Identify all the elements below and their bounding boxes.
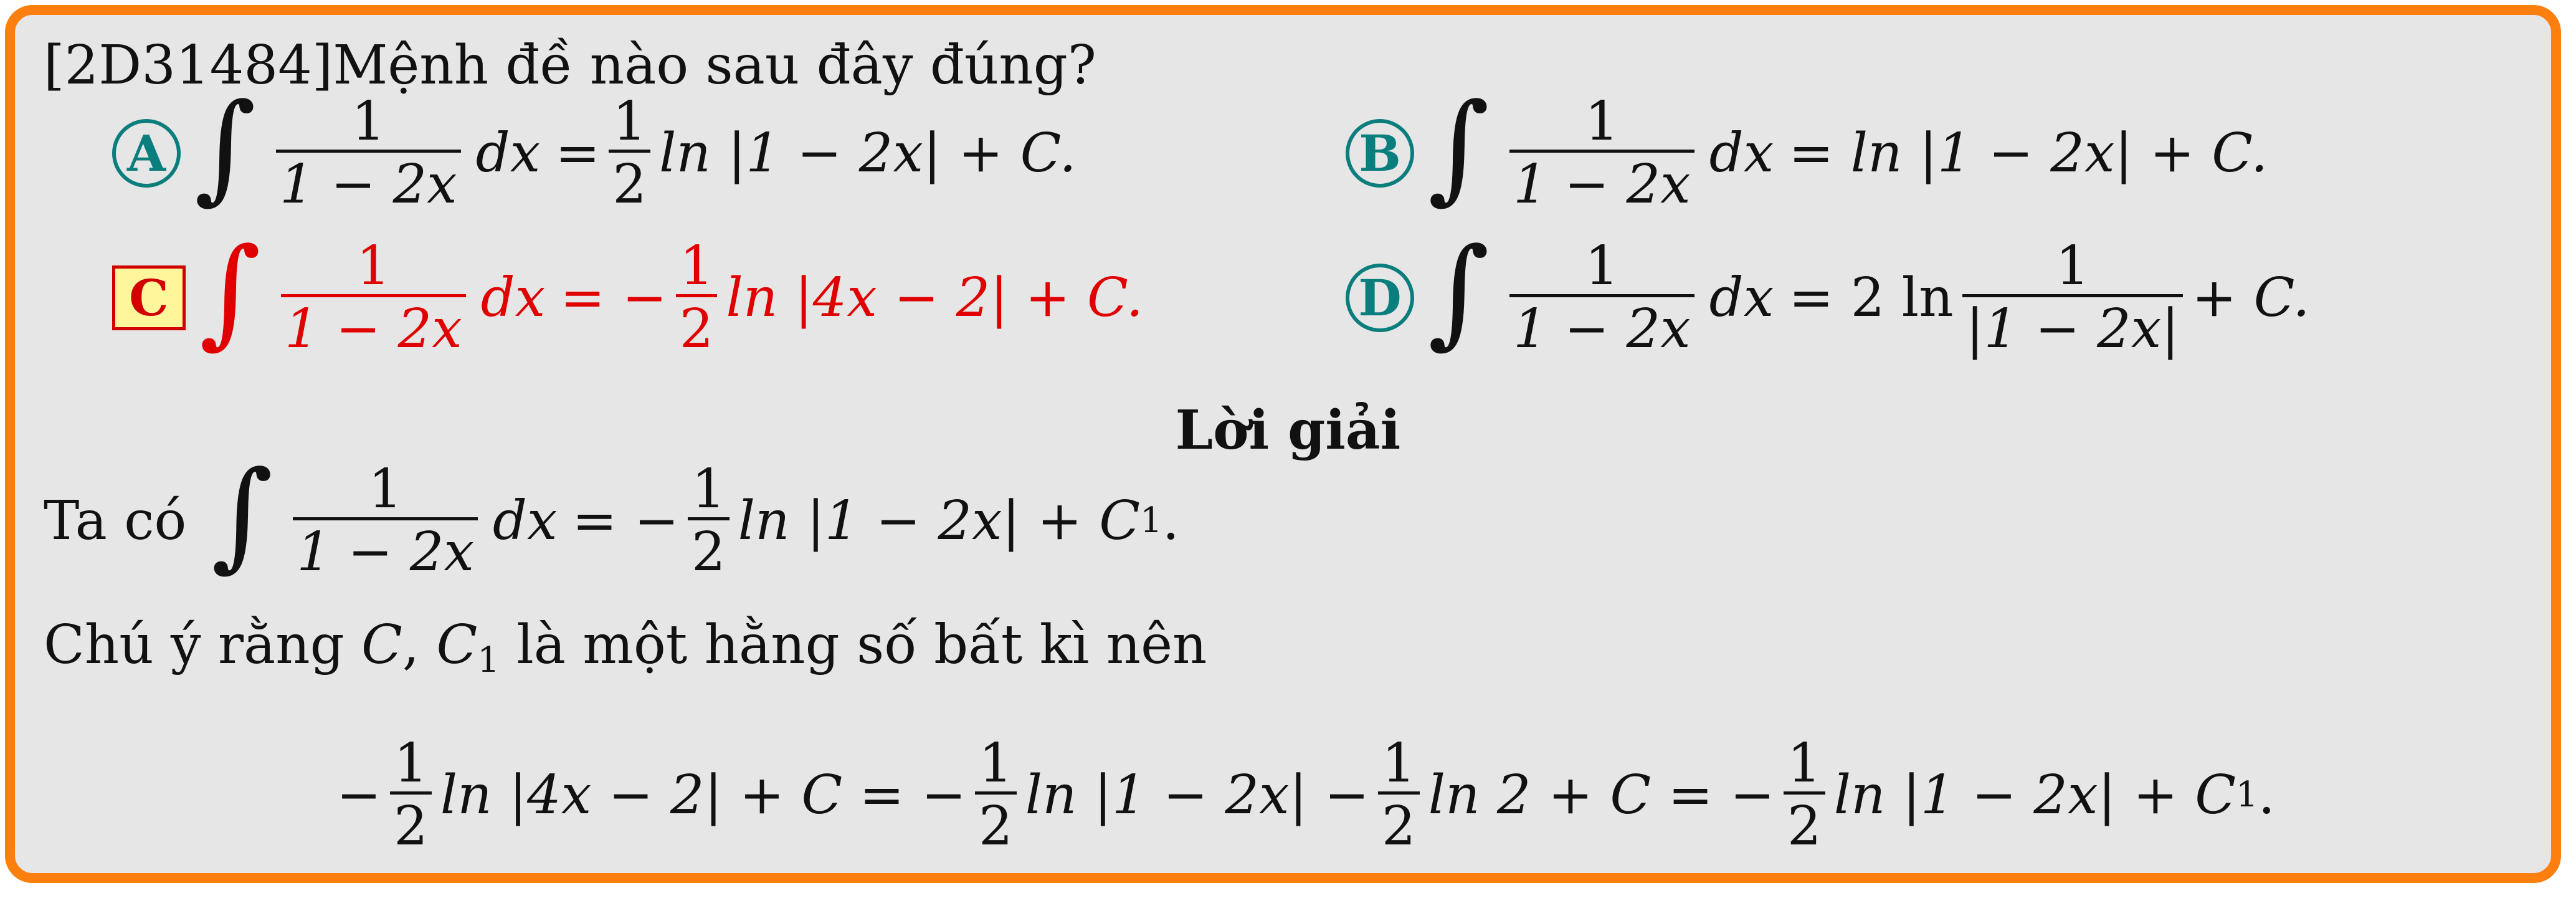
option-c-rhs: ln |4x − 2| + C. — [726, 266, 1144, 329]
option-b-rhs: = ln |1 − 2x| + C. — [1789, 122, 2268, 184]
option-a-badge[interactable]: A — [112, 119, 181, 188]
integral-icon: ∫ — [199, 222, 261, 360]
integrand-fraction: $\frac{1}{1 - 2x}$ — [276, 93, 461, 213]
option-c[interactable] — [112, 222, 1144, 361]
coefficient-fraction: $\frac{1}{2}$ — [609, 93, 650, 213]
question-id: [2D31484] — [44, 34, 333, 97]
option-c-badge[interactable]: C — [112, 265, 186, 330]
differential: dx — [1709, 266, 1774, 329]
equals: = — [555, 122, 601, 184]
differential: dx — [492, 489, 558, 552]
period: . — [1162, 489, 1180, 552]
option-b[interactable] — [1346, 77, 2268, 216]
question-text: Mệnh đề nào sau đây đúng? — [333, 34, 1096, 97]
differential: dx — [475, 122, 541, 184]
fraction-2: $\frac{1}{2}$ — [975, 735, 1017, 855]
solution-rhs: ln |1 − 2x| + C — [738, 489, 1141, 552]
integral-icon: ∫ — [211, 445, 273, 583]
equals-minus: = − — [572, 489, 679, 552]
solution-line-1 — [44, 445, 1180, 584]
integral-icon: ∫ — [194, 77, 256, 216]
final-equation: − $\frac{1}{2}$ ln |4x − 2| + C = − $\frac{1}{2}$ ln |1 − 2x| − $\frac{1}{2}$ ln 2 + C = − $\frac{1}{2}$ ln |1 − 2x| + C 1 . — [336, 732, 2276, 858]
integrand-fraction: $\frac{1}{1 - 2x}$ — [1509, 93, 1694, 213]
solution-heading: Lời giải — [1175, 399, 1401, 462]
option-d-badge[interactable]: D — [1346, 264, 1414, 332]
integrand-fraction: $\frac{1}{1 - 2x}$ — [1509, 238, 1694, 358]
coefficient-fraction: $\frac{1}{2}$ — [688, 461, 730, 581]
integral-icon: ∫ — [1428, 222, 1490, 360]
option-d-rhs: + C. — [2192, 266, 2310, 329]
integrand-fraction: $\frac{1}{1 - 2x}$ — [293, 461, 478, 581]
option-b-badge[interactable]: B — [1346, 119, 1414, 188]
solution-line-2: Chú ý rằng C, $C_1$ là một hằng số bất kì nên — [44, 614, 1207, 681]
fraction-1: $\frac{1}{2}$ — [390, 735, 432, 855]
differential: dx — [1709, 122, 1774, 184]
subscript: 1 — [1140, 500, 1162, 541]
log-argument-fraction: $\frac{1}{|1 - 2x|}$ — [1962, 238, 2184, 358]
fraction-4: $\frac{1}{2}$ — [1784, 735, 1825, 855]
coefficient-fraction: $\frac{1}{2}$ — [676, 238, 718, 358]
differential: dx — [480, 266, 546, 329]
equals-minus: = − — [560, 266, 667, 329]
solution-prefix: Ta có — [44, 489, 187, 552]
integral-icon: ∫ — [1428, 77, 1490, 216]
equals-2ln: = 2 ln — [1789, 266, 1954, 329]
option-a-rhs: ln |1 − 2x| + C. — [659, 122, 1077, 184]
option-a[interactable] — [112, 77, 1077, 216]
integrand-fraction: $\frac{1}{1 - 2x}$ — [281, 238, 466, 358]
fraction-3: $\frac{1}{2}$ — [1378, 735, 1420, 855]
option-d[interactable] — [1346, 222, 2310, 361]
